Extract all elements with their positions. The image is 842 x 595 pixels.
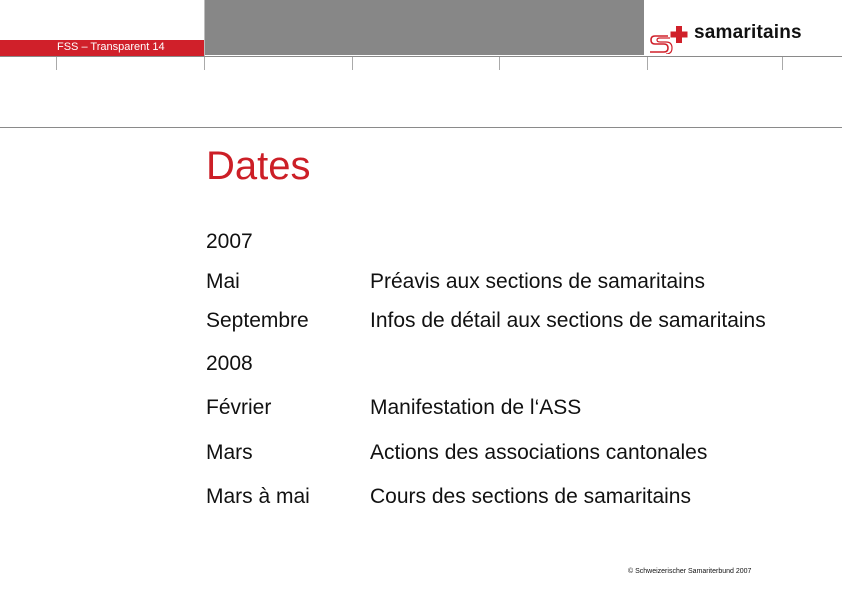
row-text: Manifestation de l‘ASS xyxy=(370,396,582,419)
logo-text: samaritains xyxy=(694,22,802,43)
row-label: Mars xyxy=(206,441,253,464)
row-text: Infos de détail aux sections de samaritains xyxy=(370,309,766,332)
header-separator xyxy=(204,0,205,56)
row-label: Septembre xyxy=(206,309,309,332)
header-rule xyxy=(0,56,842,57)
samaritains-cross-icon xyxy=(648,22,692,54)
row-label: Mars à mai xyxy=(206,485,310,508)
page-title: Dates xyxy=(206,144,311,188)
row-label: Février xyxy=(206,396,272,419)
header-gray-band xyxy=(204,0,644,55)
header-tick xyxy=(782,57,783,70)
header-tick xyxy=(647,57,648,70)
row-text: Actions des associations cantonales xyxy=(370,441,708,464)
copyright-footer: © Schweizerischer Samariterbund 2007 xyxy=(628,568,752,575)
header-red-band xyxy=(0,40,204,56)
year-heading: 2007 xyxy=(206,230,253,253)
header-tick xyxy=(204,57,205,70)
header-tick xyxy=(352,57,353,70)
header-tick xyxy=(56,57,57,70)
row-text: Préavis aux sections de samaritains xyxy=(370,270,705,293)
year-heading: 2008 xyxy=(206,352,253,375)
content-divider xyxy=(0,127,842,128)
row-text: Cours des sections de samaritains xyxy=(370,485,691,508)
header-tick xyxy=(499,57,500,70)
row-label: Mai xyxy=(206,270,240,293)
slide-tag: FSS – Transparent 14 xyxy=(57,41,165,53)
